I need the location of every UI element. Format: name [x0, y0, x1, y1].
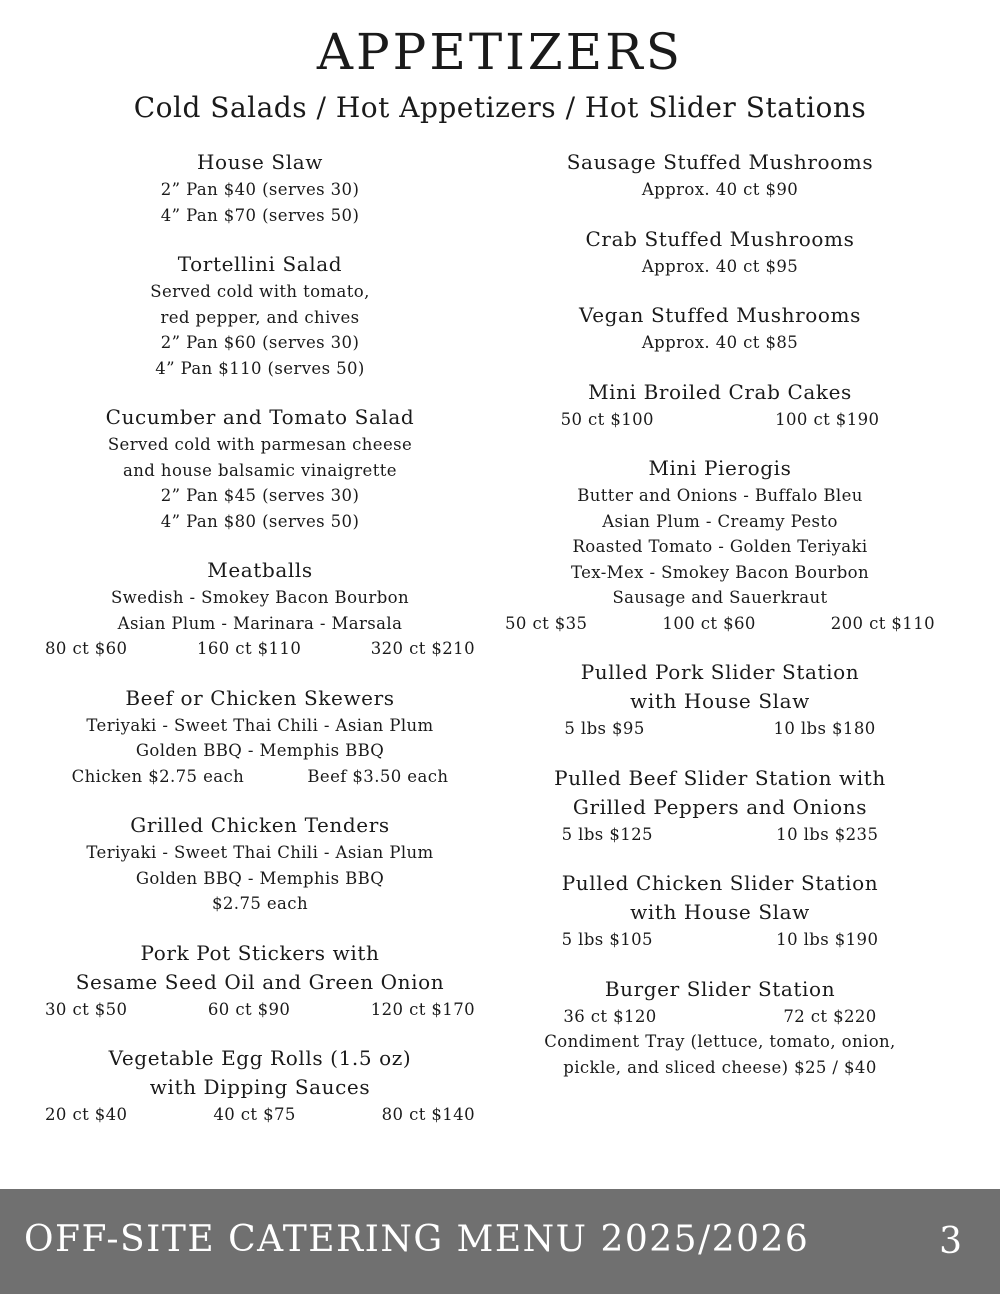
menu-item-text: Swedish - Smokey Bacon Bourbon: [110, 588, 410, 607]
menu-item-text: Asian Plum - Creamy Pesto: [602, 511, 838, 531]
menu-item: [40, 250, 480, 381]
menu-item-text: Sausage and Sauerkraut: [612, 588, 828, 607]
menu-item-text: Golden BBQ - Memphis BBQ: [135, 868, 385, 888]
menu-item-line: [500, 330, 940, 356]
menu-item-line: [40, 330, 480, 356]
menu-item-text: 50 ct $35: [505, 613, 588, 633]
menu-item-text: 10 lbs $235: [776, 824, 879, 844]
menu-item-text: Teriyaki - Sweet Thai Chili - Asian Plum: [86, 843, 434, 862]
menu-item-text: 36 ct $120: [563, 1006, 657, 1026]
menu-item-line: [500, 509, 940, 535]
menu-item-line: [40, 840, 480, 866]
menu-item-line: [500, 1029, 940, 1055]
menu-item-line: [500, 1004, 940, 1030]
menu-item-text: 4” Pan $70 (serves 50): [160, 205, 360, 225]
menu-item-text: 10 lbs $180: [773, 719, 876, 738]
footer-title: OFF-SITE CATERING MENU 2025/2026: [24, 1219, 810, 1260]
page-subtitle: Cold Salads / Hot Appetizers / Hot Slider Stations: [133, 91, 867, 124]
menu-item-text: 160 ct $110: [196, 639, 302, 658]
menu-item-line: [40, 636, 480, 662]
menu-item: [500, 454, 940, 636]
menu-item-line: [40, 458, 480, 484]
menu-item-line: [40, 279, 480, 305]
menu-item-line: [40, 305, 480, 331]
menu-item-text: 10 lbs $190: [776, 930, 879, 949]
menu-item-text: 100 ct $60: [662, 613, 756, 633]
menu-item-line: [40, 997, 480, 1023]
menu-item-name: Vegetable Egg Rolls (1.5 oz) with Dipping Sauces: [108, 1046, 412, 1099]
menu-item-name: Burger Slider Station: [604, 976, 836, 1001]
menu-item-text: 30 ct $50: [45, 999, 128, 1019]
menu-item-name: Pulled Pork Slider Station with House Slaw: [580, 660, 860, 713]
page-title: APPETIZERS: [316, 23, 684, 81]
menu-item-text: Served cold with tomato,: [150, 282, 370, 301]
menu-item-name: Meatballs: [207, 558, 313, 582]
menu-item-text: 5 lbs $105: [561, 930, 653, 949]
menu-item-line: [500, 407, 940, 433]
menu-item: [40, 403, 480, 534]
menu-item-text: pickle, and sliced cheese) $25 / $40: [563, 1057, 877, 1077]
menu-item-text: Approx. 40 ct $95: [641, 256, 799, 276]
menu-item-text: 80 ct $140: [381, 1105, 475, 1124]
menu-item-text: Golden BBQ - Memphis BBQ: [135, 741, 385, 760]
menu-item: [40, 684, 480, 790]
menu-item-line: [40, 203, 480, 229]
menu-item-text: 4” Pan $110 (serves 50): [155, 358, 365, 378]
menu-item-line: [40, 611, 480, 637]
menu-item-line: [500, 611, 940, 637]
menu-item-text: red pepper, and chives: [160, 307, 360, 327]
menu-item-name: Pork Pot Stickers with Sesame Seed Oil and Green Onion: [75, 940, 445, 994]
menu-item-name: Mini Pierogis: [648, 456, 792, 480]
menu-item-text: 2” Pan $40 (serves 30): [160, 180, 360, 199]
menu-item: [40, 1044, 480, 1128]
menu-item-name: Grilled Chicken Tenders: [130, 813, 390, 837]
menu-item-line: [500, 483, 940, 509]
menu-item: [40, 556, 480, 662]
menu-item-text: Condiment Tray (lettuce, tomato, onion,: [544, 1032, 896, 1051]
menu-item: [500, 975, 940, 1081]
menu-item: [40, 811, 480, 917]
menu-item-text: Beef $3.50 each: [307, 766, 449, 786]
menu-item: [500, 378, 940, 433]
menu-item-text: 80 ct $60: [45, 639, 128, 658]
menu-item-text: Served cold with parmesan cheese: [107, 435, 413, 454]
menu-item-name: Cucumber and Tomato Salad: [105, 405, 415, 429]
menu-item-line: [40, 483, 480, 509]
menu-item: [500, 225, 940, 280]
menu-item-line: [40, 713, 480, 739]
menu-item-line: [40, 432, 480, 458]
menu-item-name: Mini Broiled Crab Cakes: [588, 379, 852, 404]
menu-item-line: [40, 1102, 480, 1128]
menu-item: [500, 658, 940, 742]
menu-item-text: 5 lbs $95: [564, 719, 645, 738]
menu-item-line: [40, 177, 480, 203]
menu-item-line: [40, 509, 480, 535]
menu-item-text: Teriyaki - Sweet Thai Chili - Asian Plum: [86, 715, 434, 735]
menu-item-text: Roasted Tomato - Golden Teriyaki: [572, 537, 868, 556]
menu-item-text: 60 ct $90: [207, 999, 291, 1019]
menu-item-line: [500, 927, 940, 953]
menu-item-text: Butter and Onions - Buffalo Bleu: [577, 486, 863, 505]
menu-item-text: 120 ct $170: [370, 999, 475, 1019]
menu-item-text: 320 ct $210: [370, 639, 475, 658]
menu-item-text: Approx. 40 ct $90: [641, 180, 799, 199]
page-number: 3: [939, 1221, 962, 1262]
menu-item-line: [500, 177, 940, 203]
menu-item-line: [40, 738, 480, 764]
menu-item-name: Beef or Chicken Skewers: [125, 685, 395, 710]
menu-item-text: $2.75 each: [212, 894, 308, 913]
menu-column-right: [500, 148, 940, 1102]
menu-item-name: House Slaw: [197, 150, 323, 174]
menu-item-text: 200 ct $110: [830, 613, 935, 633]
menu-item-name: Pulled Chicken Slider Station with House Slaw: [561, 871, 879, 924]
menu-item-line: [500, 822, 940, 848]
menu-item-text: 40 ct $75: [213, 1105, 296, 1124]
menu-item-line: [500, 560, 940, 586]
menu-item-text: 100 ct $190: [775, 409, 880, 429]
menu-item-text: 20 ct $40: [45, 1105, 128, 1124]
menu-item-name: Sausage Stuffed Mushrooms: [566, 150, 874, 174]
menu-item-text: Asian Plum - Marinara - Marsala: [117, 613, 403, 633]
menu-item-line: [500, 1055, 940, 1081]
menu-item-text: 2” Pan $45 (serves 30): [160, 486, 360, 505]
menu-item-text: 72 ct $220: [783, 1006, 877, 1026]
menu-item-text: Chicken $2.75 each: [71, 766, 245, 786]
menu-item-name: Tortellini Salad: [177, 252, 343, 276]
menu-item: [500, 764, 940, 848]
menu-item-line: [500, 585, 940, 611]
menu-item-line: [40, 764, 480, 790]
menu-item-line: [40, 356, 480, 382]
footer-bar: [0, 1189, 1000, 1294]
menu-item-text: 2” Pan $60 (serves 30): [160, 333, 360, 352]
menu-item-text: 4” Pan $80 (serves 50): [160, 511, 360, 531]
menu-item-text: Approx. 40 ct $85: [641, 333, 799, 352]
menu-item-line: [500, 716, 940, 742]
menu-item: [500, 148, 940, 203]
menu-item-name: Crab Stuffed Mushrooms: [585, 226, 855, 251]
menu-item: [500, 301, 940, 356]
menu-item: [40, 148, 480, 228]
menu-item-text: 5 lbs $125: [561, 824, 653, 844]
menu-item-line: [500, 534, 940, 560]
menu-item-line: [40, 866, 480, 892]
menu-item-text: and house balsamic vinaigrette: [123, 460, 397, 480]
menu-item: [500, 869, 940, 953]
menu-item-line: [40, 891, 480, 917]
menu-item-name: Vegan Stuffed Mushrooms: [578, 303, 861, 327]
menu-item-text: 50 ct $100: [560, 409, 654, 429]
menu-item: [40, 939, 480, 1023]
menu-column-left: [40, 148, 480, 1150]
menu-item-line: [40, 585, 480, 611]
menu-item-name: Pulled Beef Slider Station with Grilled Peppers and Onions: [554, 765, 886, 819]
menu-item-text: Tex-Mex - Smokey Bacon Bourbon: [570, 562, 870, 582]
menu-item-line: [500, 254, 940, 280]
